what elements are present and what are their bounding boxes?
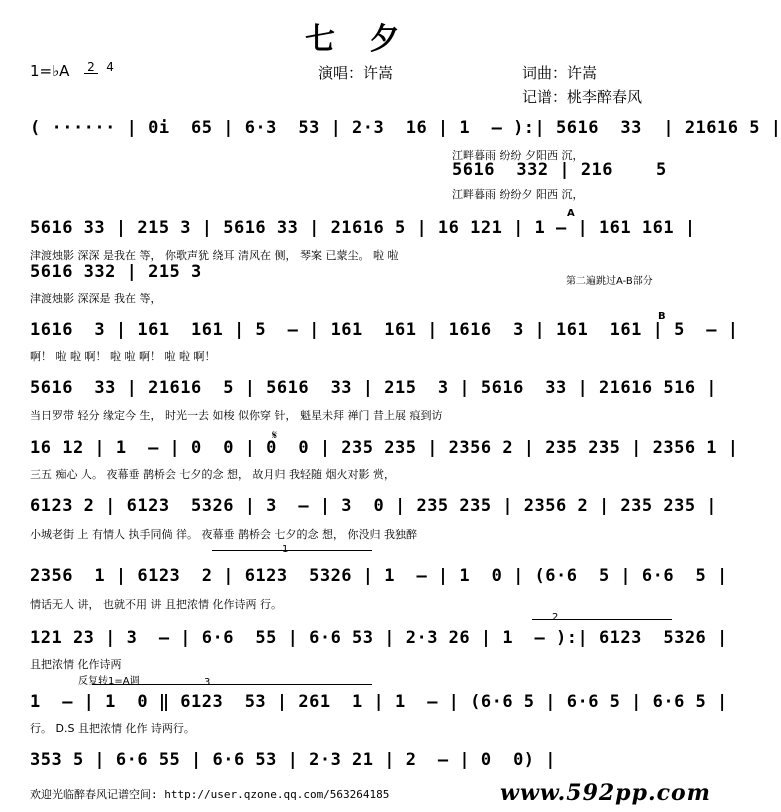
staff-line-9 [30,692,728,714]
volta-bracket-3 [92,684,372,685]
staff-line-10 [30,750,670,772]
lyric-line: 江畔暮雨 纷纷 夕阳西 沉， [452,149,584,162]
notation-alt: 5616 332 | 216 5 [452,160,667,180]
lyric-line: 且把浓情 化作诗两 [30,658,122,671]
transcriber-credit: 记谱：桃李醉春风 [522,88,643,106]
staff-line-1 [30,118,781,140]
time-signature [84,56,114,75]
notation-line: 5616 33 | 215 3 | 5616 33 | 21616 5 | 16 121 | 1 – | 161 161 | [30,218,696,238]
volta-1-label: 1 [282,544,289,555]
staff-line-2 [30,218,696,240]
notation-line: 1 – | 1 0 ‖ 6123 53 | 261 1 | 1 – | (6·6 5 | 6·6 5 | 6·6 5 | [30,692,728,712]
singer-credit: 演唱：许嵩 [318,64,394,82]
lyric-line: 小城老街 上 有情人 执手同倘 徉。 夜幕垂 鹊桥会 七夕的念 想， 你没归 我独醉 [30,528,417,541]
lyric-line: 津渡烛影 深深是 我在 等， [30,292,162,305]
mark-b: B [658,311,666,322]
staff-line-4 [30,378,718,400]
notation-line: 2356 1 | 6123 2 | 6123 5326 | 1 – | 1 0 | (6·6 5 | 6·6 5 | [30,566,728,586]
segno-icon: 𝄋 [272,428,278,442]
modulation-note: 反复转1=A调 [78,676,140,687]
notation-line: ( ······ | 0i 65 | 6·3 53 | 2·3 16 | 1 – ):| 5616 33 | 21616 5 | [30,118,781,138]
footer-welcome: 欢迎光临醉春风记谱空间: http://user.qzone.qq.com/563264185 [30,788,390,801]
time-signature-top: 2 [84,61,98,74]
alt-staff [452,160,667,180]
alt-staff [30,262,202,282]
notation-line: 121 23 | 3 – | 6·6 55 | 6·6 53 | 2·3 26 | 1 – ):| 6123 5326 | [30,628,728,648]
site-logo: www.592pp.com [500,780,711,806]
song-title: 七 夕 [305,22,412,57]
staff-line-5 [30,438,739,460]
lyric-line: 当日罗带 轻分 缘定今 生， 时光一去 如梭 似你穿 针， 魁星未拜 禅门 昔上展 痕到访 [30,409,443,422]
lyric-line: 行。 D.S 且把浓情 化作 诗两行。 [30,722,195,735]
staff-line-7 [30,566,728,588]
notation-line: 1616 3 | 161 161 | 5 – | 161 161 | 1616 3 | 161 161 | 5 – | [30,320,739,340]
volta-3-label: 3 [204,677,211,688]
lyric-line: 三五 痴心 人。 夜幕垂 鹊桥会 七夕的念 想， 故月归 我轻随 烟火对影 赏， [30,468,395,481]
notation-line: 6123 2 | 6123 5326 | 3 – | 3 0 | 235 235 | 2356 2 | 235 235 | [30,496,718,516]
volta-bracket-1 [212,550,372,551]
notation-alt: 5616 332 | 215 3 [30,262,202,282]
staff-line-6 [30,496,718,518]
lyric-line: 啊！ 啦 啦 啊！ 啦 啦 啊！ 啦 啦 啊！ [30,350,216,363]
notation-line: 5616 33 | 21616 5 | 5616 33 | 215 3 | 5616 33 | 21616 516 | [30,378,718,398]
composer-credit: 词曲：许嵩 [522,64,598,82]
skip-note: 第二遍跳过A-B部分 [566,276,653,287]
lyric-line: 津渡烛影 深深 是我在 等， 你歌声犹 绕耳 清风在 侧， 琴案 已蒙尘。 啦 啦 [30,249,399,262]
time-signature-bottom: 4 [106,60,114,74]
staff-line-3 [30,320,739,342]
mark-a: A [567,208,575,219]
key-signature: 1=♭A [30,62,70,80]
lyric-line: 江畔暮雨 纷纷夕 阳西 沉， [452,188,584,201]
lyric-line: 情话无人 讲， 也就不用 讲 且把浓情 化作诗两 行。 [30,598,282,611]
notation-line: 353 5 | 6·6 55 | 6·6 53 | 2·3 21 | 2 – | 0 0) | [30,750,557,770]
staff-line-8 [30,628,728,650]
notation-line: 16 12 | 1 – | 0 0 | 0 0 | 235 235 | 2356 2 | 235 235 | 2356 1 | [30,438,739,458]
volta-2-label: 2 [552,612,559,623]
